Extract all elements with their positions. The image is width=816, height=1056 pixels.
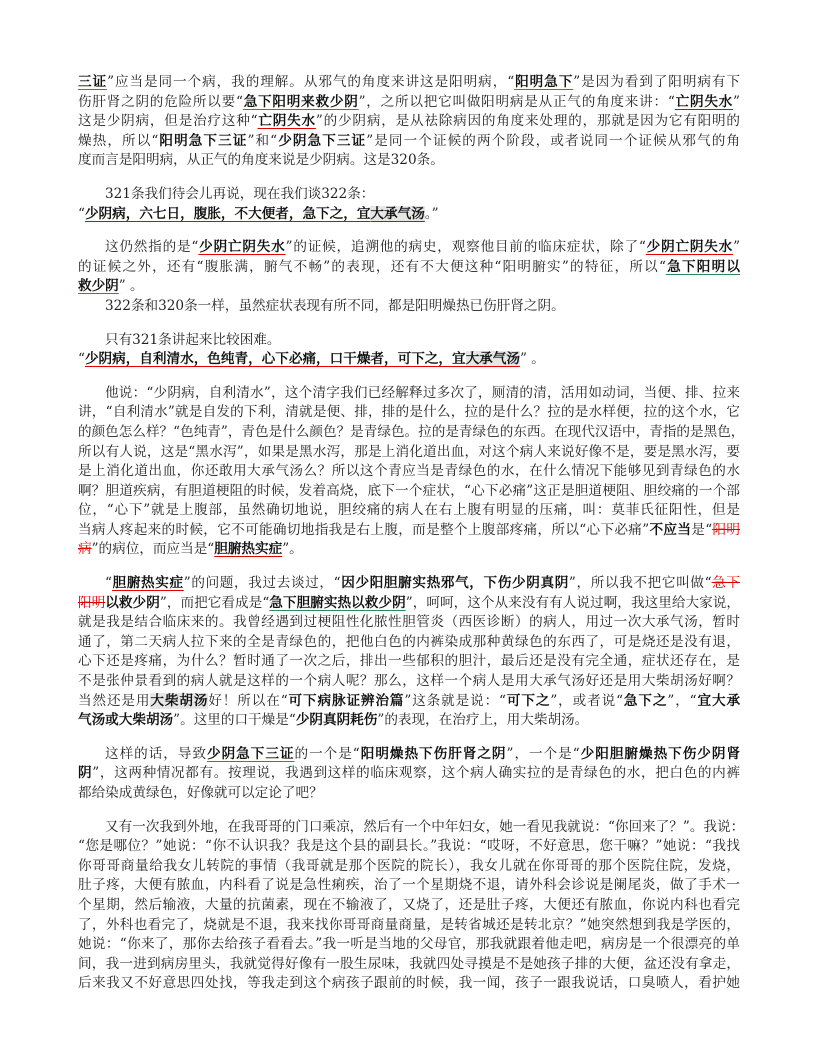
text-run: ”应当是同一个病，我的理解。从邪气的角度来讲这是阳明病，“ (107, 74, 515, 90)
text-run: 你哥哥商量给我女儿转院的事情（我哥就是那个医院的院长），我女儿就在你哥哥的那个医院住院，发烧， (78, 857, 740, 874)
text-line (78, 423, 745, 443)
text-run: 后来我又不好意思四处找，等我走到这个病孩子跟前的时候，我一闻，孩子一跟我说话，口臭喷人，看护她 (78, 975, 740, 992)
text-line (78, 462, 740, 482)
text-run: 321条我们待会儿再说，现在我们谈322条： (105, 185, 375, 202)
bold-text: 阳明燥热下伤肝肾之阴 (359, 745, 507, 762)
text-run: 通了，第二天病人拉下来的全是青绿色的，把他白色的内裤染成那种黄绿色的东西了，可是烧还是没有退， (78, 633, 740, 650)
text-line (78, 73, 740, 93)
text-run: ”是因为看到了阳明病有下 (573, 74, 741, 90)
text-line (78, 574, 740, 594)
text-line (78, 633, 740, 653)
bold-text: 可下病脉证辨治篇 (287, 692, 405, 709)
green-underlined-text: 急下阳明以 (665, 258, 740, 275)
red-underlined-text: 少阴亡阴失水 (198, 239, 286, 256)
text-line (78, 403, 740, 423)
bold-text: 少阳胆腑燥热下伤少阴肾 (579, 745, 741, 762)
text-run: 的证候之外，还有“腹胀满，腑气不畅”的表现，还有不大便这种“阳明腑实”的特征，所以“ (78, 258, 666, 275)
text-line (78, 482, 740, 502)
paragraph (78, 185, 740, 224)
paragraph (78, 574, 740, 731)
text-line (78, 692, 740, 712)
text-run: 是“ (691, 521, 713, 538)
bold-text: 以救少阴 (105, 594, 160, 611)
text-line (78, 132, 740, 152)
paragraph (78, 297, 740, 317)
text-run: 位，“心下”就是上腹部，虽然确切地说，胆绞痛的病人在右上腹有明显的压痛，叫：莫菲氏征阳性，但是 (78, 502, 740, 519)
text-line (78, 238, 740, 258)
text-run: ”是同一个证候的两个阶段，或者说同一个证候从邪气的角 (366, 132, 741, 149)
text-run: “ (105, 575, 112, 592)
text-run: 了，外科也看完了，烧就是不退，我来找你哥哥商量商量，是转省城还是转北京？”她突然想到我是学医的， (78, 916, 740, 933)
text-run: ”这条就是说：“ (404, 692, 507, 709)
text-run: ” (733, 239, 741, 256)
text-line (78, 974, 740, 994)
text-run: 他说：“少阴病，自利清水”，这个清字我们已经解释过多次了，厕清的清，活用如动词，当便、排、拉来 (105, 384, 740, 401)
text-line (78, 876, 740, 896)
text-run: 都给染成黄绿色，好像就可以定论了吧？ (78, 785, 323, 801)
text-line (78, 297, 740, 317)
text-line (78, 837, 740, 857)
text-run: 度而言是阳明病，从正气的角度来说是少阴病。这是320条。 (78, 152, 444, 169)
red-underlined-text: 少阴病，六七日，腹胀，不大便者，急下之，宜 (84, 205, 371, 222)
text-line (78, 185, 740, 205)
text-run: ”。 (282, 541, 303, 558)
text-line (78, 93, 740, 113)
text-run: 这样的话，导致 (105, 745, 208, 762)
text-line (78, 613, 740, 633)
bold-text: 阳明急下三证 (158, 132, 248, 149)
highlighted-underlined-text: 大承气汤 (465, 351, 520, 368)
text-line (78, 540, 740, 560)
text-run: 心下还是疼痛，为什么？暂时通了一次之后，排出一些郁积的胆汁，最后还是没有完全通，症状还存在，是 (78, 653, 740, 670)
text-line (78, 277, 740, 297)
text-line (78, 784, 740, 804)
paragraph (78, 73, 740, 171)
red-underlined-text: 亡阴失水 (674, 93, 734, 110)
text-line (78, 764, 740, 784)
text-run: 的一个是“ (294, 745, 360, 762)
text-line (78, 258, 740, 278)
text-run: 只有321条讲起来比较困难。 (105, 331, 281, 348)
text-line (78, 443, 740, 463)
text-line (78, 916, 740, 936)
text-run: 又有一次我到外地，在我哥哥的门口乘凉，然后有一个中年妇女，她一看见我就说：“你回来了？”。我说： (105, 818, 745, 835)
red-underlined-text: 少阴病，自利清水，色纯青，心下必痛，口干燥者，可下之，宜 (84, 351, 466, 368)
green-underlined-text: 急下胆腑实热以救少阴 (269, 594, 406, 611)
bold-text: 少阴真阴耗伤 (295, 712, 378, 729)
text-run: 好！所以在“ (208, 692, 288, 709)
text-run: ”的表现，在治疗上，用大柴胡汤。 (377, 712, 589, 729)
text-line (78, 955, 740, 975)
text-run: ”，呵呵，这个从来没有有人说过啊，我这里给大家说， (405, 594, 741, 611)
text-run: 燥热，所以“ (78, 132, 159, 149)
text-line (78, 935, 740, 955)
bold-text: 气汤或大柴胡汤 (78, 712, 174, 729)
green-underlined-text: 三证 (78, 74, 108, 90)
text-run: 322条和320条一样，虽然症状表现有所不同，都是阳明燥热已伤肝肾之阴。 (105, 297, 565, 314)
text-run: ”的问题，我过去谈过，“ (183, 575, 341, 592)
text-run: 就是我是结合临床来的。我曾经遇到过梗阻性化脓性胆管炎（西医诊断）的病人，用过一次大承气汤，暂时 (78, 614, 740, 631)
text-line (78, 594, 740, 614)
bold-text: 阴 (78, 765, 93, 782)
paragraph (78, 238, 740, 297)
text-run: 当病人疼起来的时候，它不可能确切地指我是右上腹，而是整个上腹部疼痛，所以“心下必痛” (78, 521, 650, 538)
green-underlined-text: 阳明急下 (514, 74, 574, 90)
text-run: “ (78, 205, 85, 222)
red-underlined-text: 胆腑热实症 (111, 575, 184, 592)
text-run: 所以有人说，这是“黑水泻”，如果是黑水泻，那是上消化道出血，对这个病人来说好像不是，要是黑水泻，要 (78, 443, 740, 460)
paragraph (78, 331, 740, 370)
text-line (78, 521, 740, 541)
text-run: 伤肝肾之阴的危险所以要“ (78, 93, 243, 110)
text-line (78, 501, 740, 521)
text-line (78, 896, 740, 916)
text-line (78, 151, 740, 171)
text-line (78, 711, 740, 731)
text-run: 不是张仲景看到的病人就是这样的一个病人呢？那么，这样一个病人是用大承气汤好还是用大柴胡汤好啊？ (78, 673, 740, 690)
strikethrough-text: 阳明 (712, 521, 741, 538)
green-underlined-text: 急下阳明来救少阴 (242, 93, 359, 110)
text-run: ” (733, 93, 740, 110)
highlighted-underlined-text: 大承气汤 (370, 205, 425, 222)
paragraph (78, 745, 740, 804)
text-run: ”，“ (667, 692, 697, 709)
text-line (78, 857, 740, 877)
text-run: ”，或者说“ (550, 692, 624, 709)
text-run: 啊？胆道疾病，有胆道梗阻的时候，发着高烧，底下一个症状，“心下必痛”这正是胆道梗阻、胆绞痛的一个部 (78, 482, 740, 499)
text-run: 讲，“自利清水”就是自发的下利，清就是便、排，排的是什么，拉的是什么？拉的是水样便，拉的这个水，它 (78, 404, 740, 421)
text-run: 肚子疼，大便有脓血，内科看了说是急性痢疾，治了一个星期烧不退，请外科会诊说是阑尾炎，做了手术一 (78, 877, 740, 894)
text-run: ”的病位，而应当是“ (91, 541, 215, 558)
strikethrough-text: 病 (78, 541, 92, 558)
text-run: ”的少阴病，是从祛除病因的角度来处理的，那就是因为它有阳明的 (315, 113, 741, 130)
red-underlined-text: 少阴亡阴失水 (645, 239, 734, 256)
text-line (78, 331, 740, 351)
text-run: 的颜色怎么样？“色纯青”，青色是什么颜色？是青绿色。拉的是青绿色的东西。在现代汉语中，青指的是黑色， (78, 423, 745, 440)
green-underlined-text: 少阴急下三证 (207, 745, 295, 762)
text-run: ”，而把它看成是“ (159, 594, 270, 611)
text-line (78, 112, 740, 132)
text-line (78, 818, 745, 838)
paragraph (78, 818, 745, 994)
text-line (78, 745, 740, 765)
text-run: ”，一个是“ (506, 745, 580, 762)
text-run: 个星期，然后输液，大量的抗菌素，现在不输液了，又烧了，还是肚子疼，大便还有脓血，你说内科也看完 (78, 896, 740, 913)
text-run: ”的证候，追溯他的病史，观察他目前的临床症状，除了“ (285, 239, 646, 256)
bold-text: 可下之 (506, 692, 551, 709)
document-page (78, 73, 745, 1008)
paragraph (78, 384, 745, 560)
bold-text: 宜大承 (696, 692, 741, 709)
strikethrough-text: 急下 (711, 575, 741, 592)
text-run: “ (78, 351, 85, 368)
text-run: 这是少阴病，但是治疗这种“ (78, 113, 258, 130)
text-run: 这仍然指的是“ (105, 239, 199, 256)
text-run: ” 。 (118, 278, 144, 295)
bold-text: 不应当 (649, 521, 692, 538)
bold-text: 急下之 (623, 692, 668, 709)
text-line (78, 350, 740, 370)
text-run: ”，这两种情况都有。按理说，我遇到这样的临床观察，这个病人确实拉的是青绿色的水，把白色的内裤 (92, 765, 741, 782)
text-run: ” 。 (519, 351, 545, 368)
text-line (78, 652, 740, 672)
text-line (78, 205, 740, 225)
text-run: 她说：“你来了，那你去给孩子看看去。”我一听是当地的父母官，那我就跟着他走吧，病房是一个很漂亮的单 (78, 936, 740, 953)
text-run: “您是哪位？”她说：“你不认识我？我是这个县的副县长。”我说：“哎呀，不好意思，您干嘛？”她说：“我找 (78, 838, 740, 855)
highlighted-text: 大柴胡汤 (150, 692, 209, 709)
text-run: 间，我一进到病房里头，我就觉得好像有一股生尿味，我就四处寻摸是不是她孩子排的大便，盆还没有拿走， (78, 955, 740, 972)
bold-text: 少阴急下三证 (277, 132, 367, 149)
bold-text: 因少阳胆腑实热邪气，下伤少阴真阴 (340, 575, 569, 592)
text-run: 当然还是用 (78, 692, 151, 709)
text-line (78, 672, 740, 692)
strikethrough-text: 阳明 (78, 594, 106, 611)
red-underlined-text: 亡阴失水 (257, 113, 316, 130)
text-run: 。” (424, 205, 439, 222)
text-run: ”和“ (247, 132, 278, 149)
text-run: ”，所以我不把它叫做“ (568, 575, 712, 592)
text-run: ”，之所以把它叫做阳明病是从正气的角度来讲：“ (358, 93, 675, 110)
red-underlined-text: 胆腑热实症 (214, 541, 283, 558)
text-run: 是上消化道出血，你还敢用大承气汤么？所以这个青应当是青绿色的水，在什么情况下能够见到青绿色的水 (78, 463, 740, 480)
text-run: ”。这里的口干燥是“ (173, 712, 296, 729)
text-line (78, 384, 740, 404)
green-underlined-text: 救少阴 (78, 278, 119, 295)
